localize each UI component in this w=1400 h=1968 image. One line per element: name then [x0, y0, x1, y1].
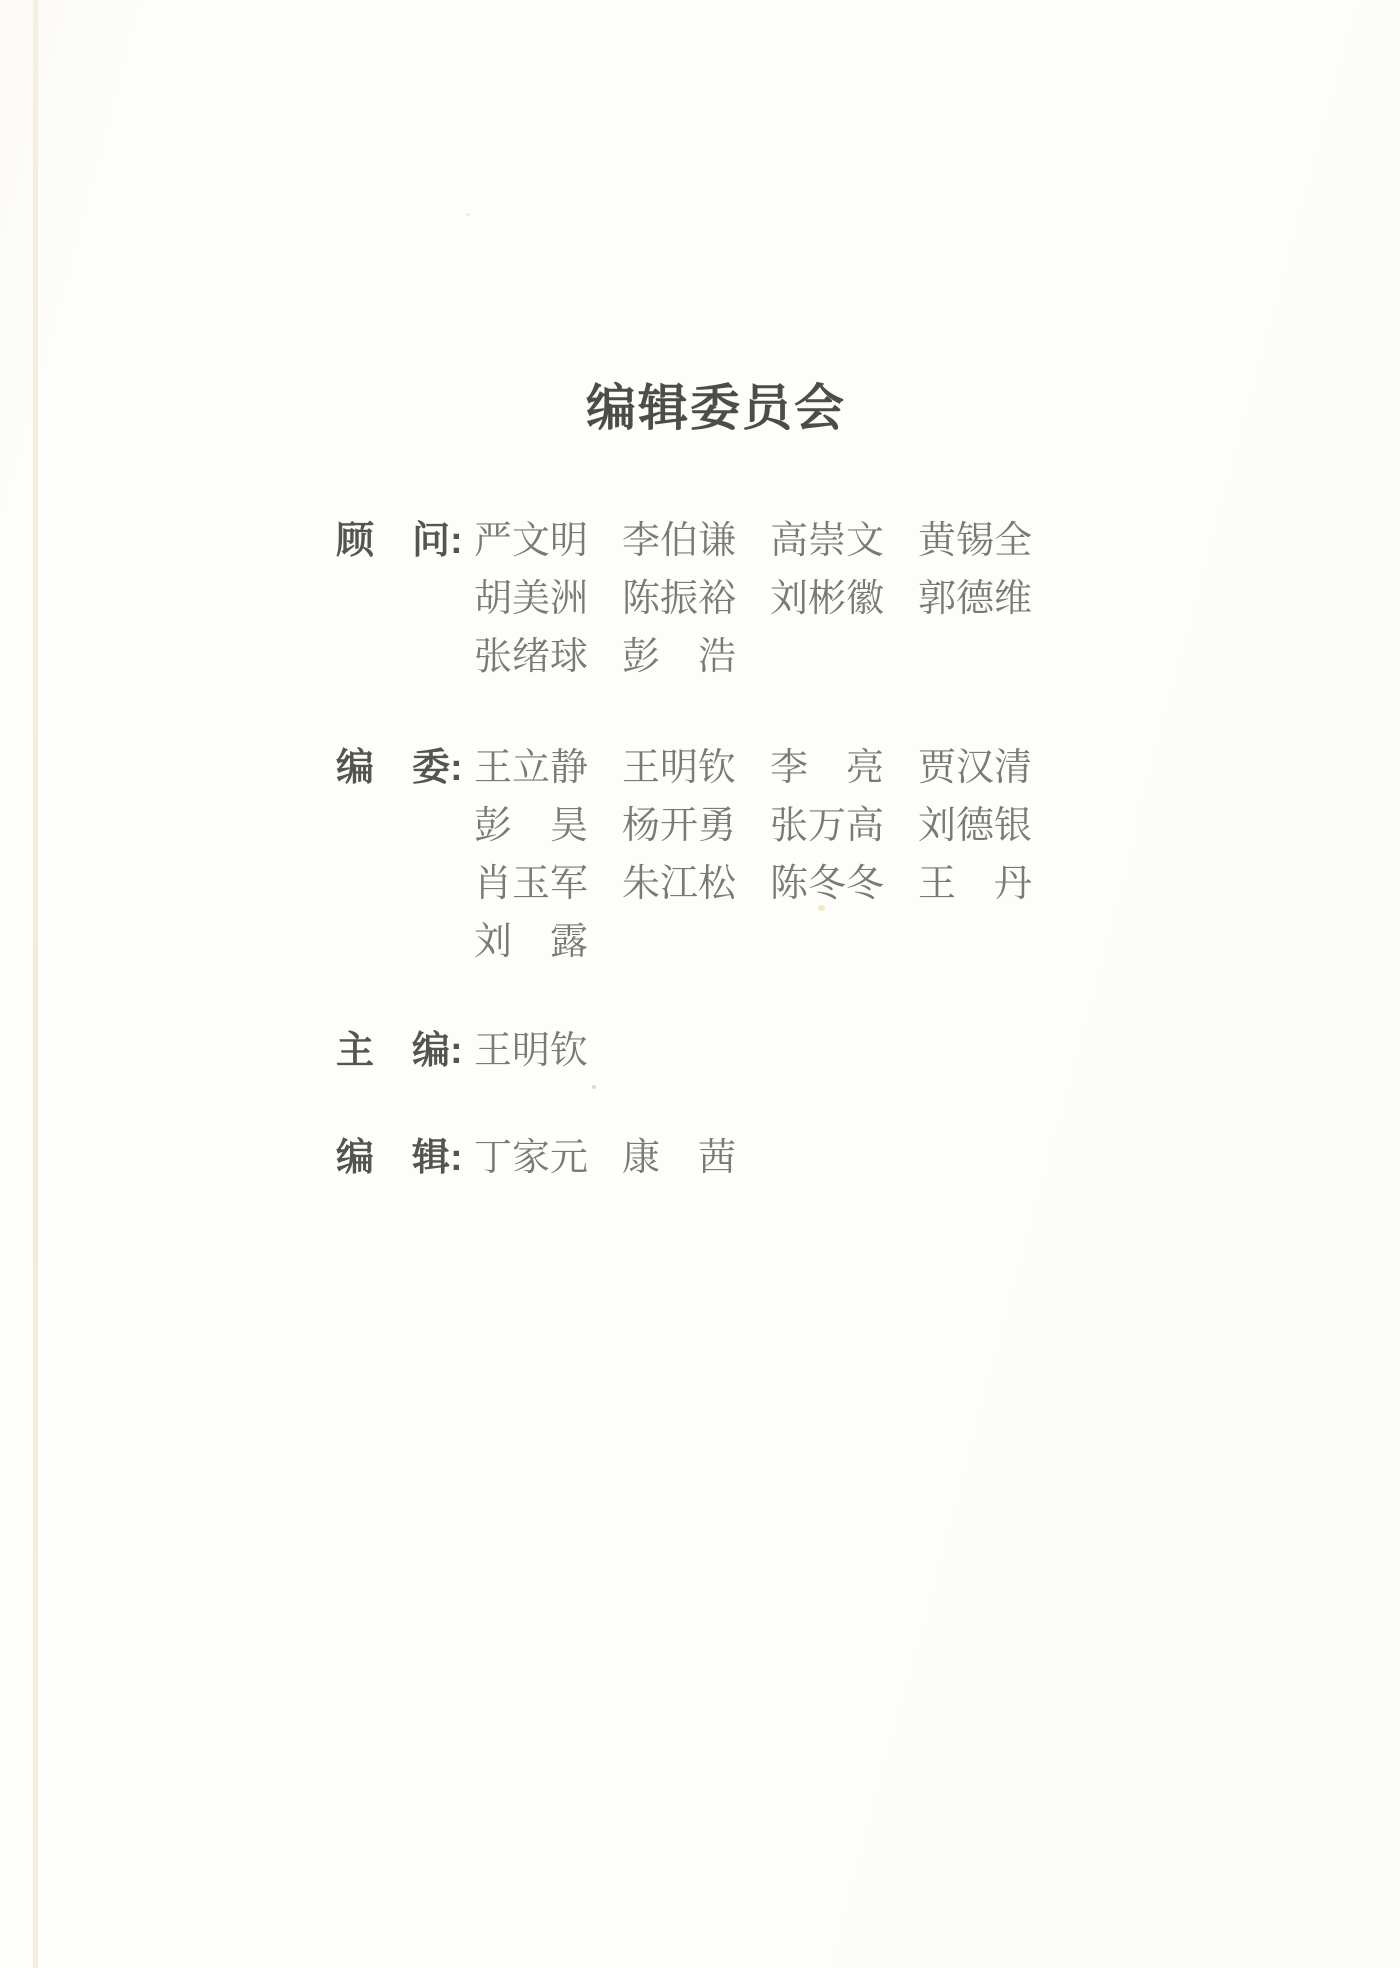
member-name: 彭 浩	[622, 636, 737, 678]
member-name: 高崇文	[770, 520, 885, 562]
member-name: 张万高	[770, 805, 885, 847]
names-block-advisors	[474, 512, 1066, 686]
member-name: 肖玉军	[474, 863, 589, 905]
names-row	[474, 739, 1066, 797]
member-name: 刘德银	[918, 805, 1033, 847]
member-name: 李 亮	[770, 747, 885, 789]
scan-speck	[818, 905, 825, 911]
member-name: 郭德维	[918, 578, 1033, 620]
member-name: 丁家元	[474, 1137, 589, 1179]
member-name: 刘彬徽	[770, 578, 885, 620]
section-editorial-board	[336, 739, 1066, 971]
section-label-editorial-board: 编 委:	[336, 747, 463, 789]
member-name: 张绪球	[474, 636, 589, 678]
member-name: 贾汉清	[918, 747, 1033, 789]
member-name: 李伯谦	[622, 520, 737, 562]
member-name: 严文明	[474, 520, 589, 562]
member-name: 王立静	[474, 747, 589, 789]
names-row	[474, 628, 1066, 686]
names-row	[474, 913, 1066, 971]
names-block-editors	[474, 1129, 770, 1187]
page-title: 编辑委员会	[586, 380, 846, 436]
section-chief-editor	[336, 1022, 622, 1080]
member-name: 王明钦	[474, 1030, 589, 1072]
member-name: 康 茜	[622, 1137, 737, 1179]
scan-speck	[592, 1085, 596, 1089]
names-block-chief-editor	[474, 1022, 622, 1080]
names-row	[474, 1129, 770, 1187]
member-name: 彭 昊	[474, 805, 589, 847]
member-name: 陈冬冬	[770, 863, 885, 905]
member-name: 刘 露	[474, 921, 589, 963]
page-gutter-line	[33, 0, 38, 1968]
member-name: 陈振裕	[622, 578, 737, 620]
section-label-chief-editor: 主 编:	[336, 1030, 463, 1072]
member-name: 胡美洲	[474, 578, 589, 620]
names-row	[474, 570, 1066, 628]
member-name: 杨开勇	[622, 805, 737, 847]
scan-speck	[466, 213, 470, 216]
names-row	[474, 512, 1066, 570]
member-name: 王 丹	[918, 863, 1033, 905]
member-name: 王明钦	[622, 747, 737, 789]
names-row	[474, 797, 1066, 855]
section-label-editors: 编 辑:	[336, 1137, 463, 1179]
names-block-editorial-board	[474, 739, 1066, 971]
section-label-advisors: 顾 问:	[336, 520, 463, 562]
member-name: 黄锡全	[918, 520, 1033, 562]
names-row	[474, 1022, 622, 1080]
section-advisors	[336, 512, 1066, 686]
member-name: 朱江松	[622, 863, 737, 905]
names-row	[474, 855, 1066, 913]
section-editors	[336, 1129, 770, 1187]
